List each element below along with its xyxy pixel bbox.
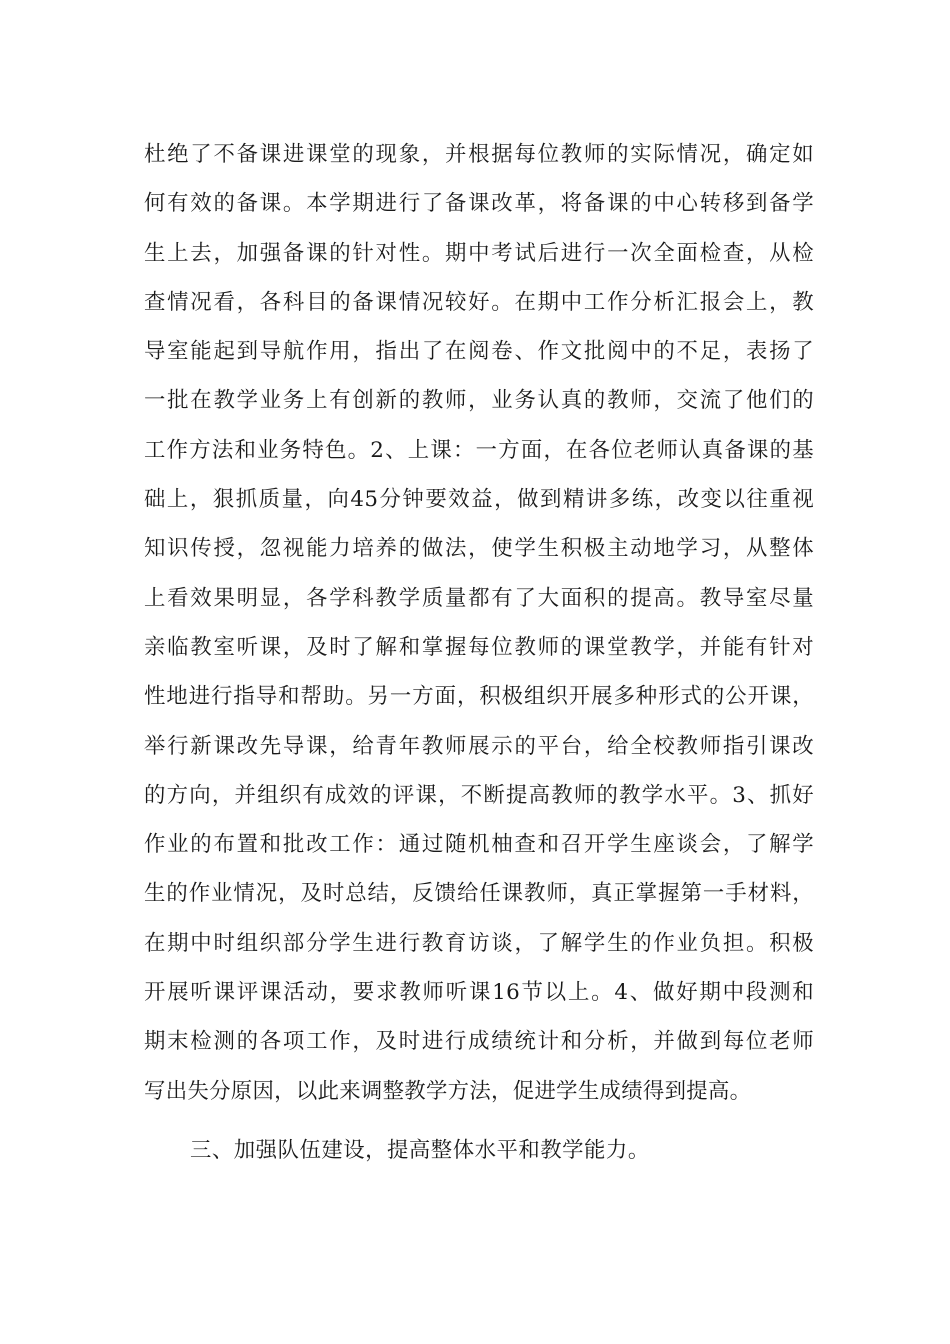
paragraph-line-4: 查情况看，各科目的备课情况较好。在期中工作分析汇报会上，教 — [144, 289, 814, 315]
paragraph-line-10: 上看效果明显，各学科教学质量都有了大面积的提高。教导室尽量 — [144, 585, 814, 611]
paragraph-line-7: 工作方法和业务特色。2、上课：一方面，在各位老师认真备课的基 — [144, 437, 814, 463]
paragraph-line-11: 亲临教室听课，及时了解和掌握每位教师的课堂教学，并能有针对 — [144, 634, 814, 660]
paragraph-line-13: 举行新课改先导课，给青年教师展示的平台，给全校教师指引课改 — [144, 733, 814, 759]
paragraph-line-19: 期末检测的各项工作，及时进行成绩统计和分析，并做到每位老师 — [144, 1029, 814, 1055]
paragraph-line-1: 杜绝了不备课进课堂的现象，并根据每位教师的实际情况，确定如 — [144, 142, 814, 167]
section-heading: 三、加强队伍建设，提高整体水平和教学能力。 — [190, 1138, 650, 1163]
paragraph-line-18: 开展听课评课活动，要求教师听课16节以上。4、做好期中段测和 — [144, 980, 814, 1006]
paragraph-line-12: 性地进行指导和帮助。另一方面，积极组织开展多种形式的公开课， — [144, 684, 814, 710]
paragraph-line-6: 一批在教学业务上有创新的教师，业务认真的教师，交流了他们的 — [144, 388, 814, 414]
paragraph-line-2: 何有效的备课。本学期进行了备课改革，将备课的中心转移到备学 — [144, 191, 814, 217]
paragraph-line-15: 作业的布置和批改工作：通过随机柚查和召开学生座谈会，了解学 — [144, 832, 814, 858]
paragraph-line-17: 在期中时组织部分学生进行教育访谈，了解学生的作业负担。积极 — [144, 930, 814, 956]
paragraph-line-3: 生上去，加强备课的针对性。期中考试后进行一次全面检查，从检 — [144, 240, 814, 266]
paragraph-line-9: 知识传授，忽视能力培养的做法，使学生积极主动地学习，从整体 — [144, 536, 814, 562]
paragraph-line-8: 础上，狠抓质量，向45分钟要效益，做到精讲多练，改变以往重视 — [144, 487, 814, 513]
paragraph-line-5: 导室能起到导航作用，指出了在阅卷、作文批阅中的不足，表扬了 — [144, 339, 814, 365]
paragraph-line-14: 的方向，并组织有成效的评课，不断提高教师的教学水平。3、抓好 — [144, 782, 814, 808]
paragraph-line-16: 生的作业情况，及时总结，反馈给任课教师，真正掌握第一手材料， — [144, 881, 814, 907]
paragraph-line-20: 写出失分原因，以此来调整教学方法，促进学生成绩得到提高。 — [144, 1078, 752, 1104]
body-paragraph — [144, 130, 814, 1116]
